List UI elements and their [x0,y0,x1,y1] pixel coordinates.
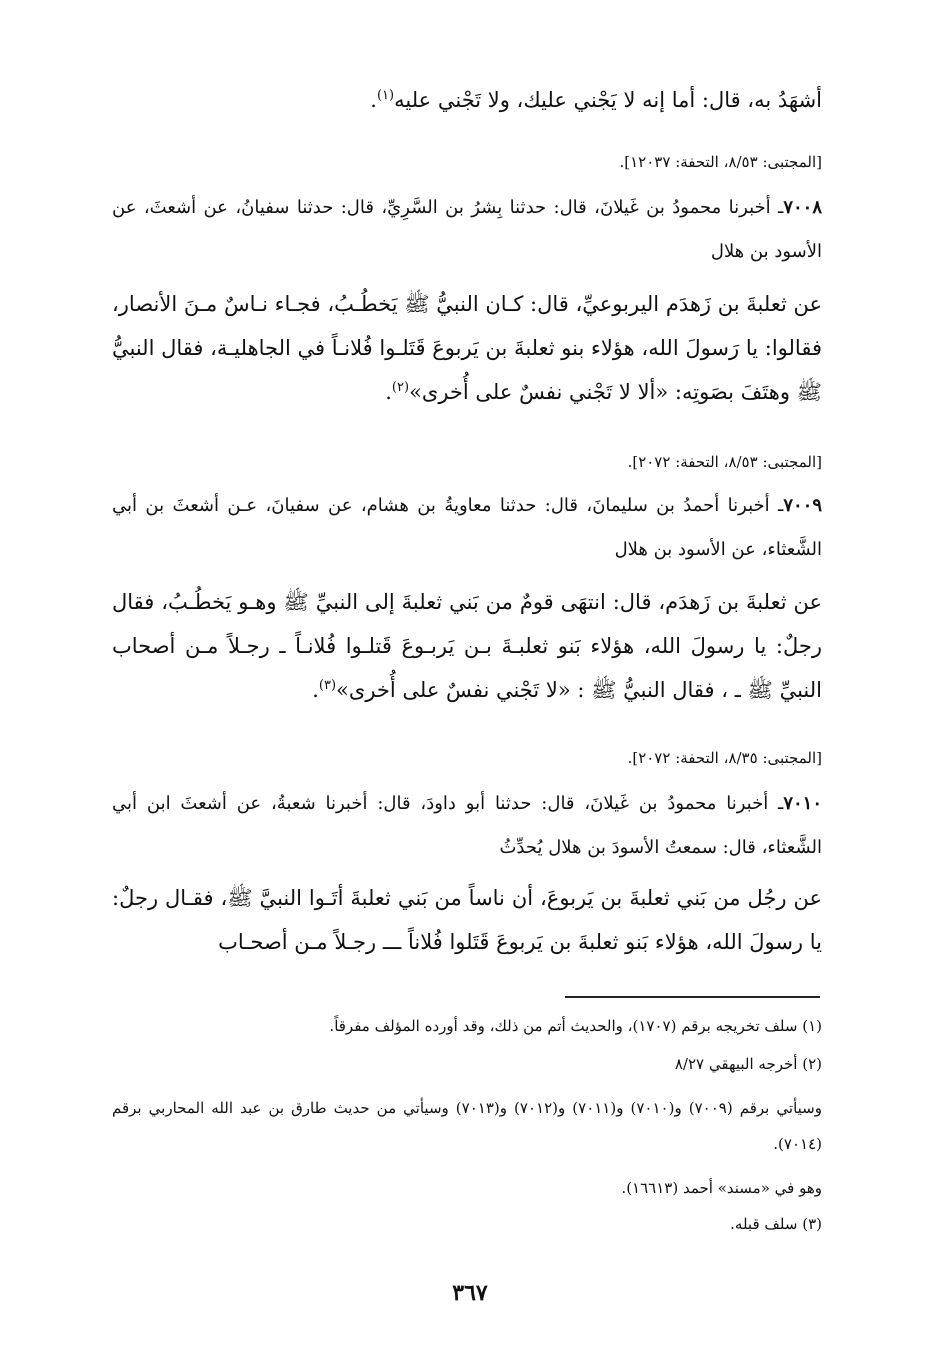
isnad-text: ـ أخبرنا أحمدُ بن سليمانَ، قال: حدثنا معاويةُ بن هشام، عن سفيانَ، عـن أشعثَ بن أبي الشَّعثاء، عن الأسود بن هلال [112,495,822,560]
matn-end: . [312,678,319,702]
hadith-7008-matn [112,282,822,414]
footnote-1: (١) سلف تخريجه برقم (١٧٠٧)، والحديث أتم من ذلك، وقد أورده المؤلف مفرقاً. [329,1017,822,1035]
hadith-number: ٧٠٠٩ [783,495,822,516]
footnote-marker: (٢) [391,380,410,395]
reference-line: [المجتبى: ٨/٥٣، التحفة: ١٢٠٣٧]. [619,153,822,171]
matn-text: عن رجُل من بَني ثعلبةَ بن يَربوعَ، أن ناساً من بَني ثعلبةَ أتَـوا النبيَّ ﷺ، فقـال رجلٌ: يا رسولَ الله، هؤلاء بَنو ثعلبةَ بن يَربوعَ قَتَلوا فُلاناً ـــ رجـلاً مـن أصحـاب [112,886,822,954]
hadith-7009-matn [112,580,822,712]
page-number: ٣٦٧ [452,1280,488,1306]
hadith-7010-isnad [112,782,822,870]
footnote-separator [565,996,820,998]
isnad-text: ـ أخبرنا محمودُ بن غَيلانَ، قال: حدثنا بِشرُ بن السَّرِيِّ، قال: حدثنا سفيانُ، عن أشعثَ، عن الأسود بن هلال [112,197,822,262]
hadith-7010-matn [112,876,822,964]
reference-line: [المجتبى: ٨/٣٥، التحفة: ٢٠٧٢]. [627,749,822,767]
footnote-2: (٢) أخرجه البيهقي ٨/٢٧ [674,1055,822,1073]
reference-line: [المجتبى: ٨/٥٣، التحفة: ٢٠٧٢]. [627,453,822,471]
footnote-2-continuation: وسيأتي برقم (٧٠٠٩) و(٧٠١٠) و(٧٠١١) و(٧٠١٢) و(٧٠١٣) وسيأتي من حديث طارق بن عبد الله المحاربي برقم (٧٠١٤). [112,1099,822,1153]
footnote-3: (٣) سلف قبله. [730,1215,822,1233]
hadith-number: ٧٠١٠ [783,793,822,814]
isnad-text: ـ أخبرنا محمودُ بن غَيلانَ، قال: حدثنا أبو داودَ، قال: أخبرنا شعبةُ، عن أشعثَ ابن أبي الشَّعثاء، قال: سمعتُ الأسودَ بن هلال يُحدِّثُ [112,793,822,858]
hadith-7009-isnad [112,484,822,572]
matn-text: عن ثعلبةَ بن زَهدَم، قال: انتهَى قومٌ من بَني ثعلبةَ إلى النبيِّ ﷺ وهـو يَخطُـبُ، فقال رجلٌ: يا رسولَ الله، هؤلاء بَنو ثعلبـةَ بـن يَربـوعَ قَتلـوا فُلانـاً ـ رجـلاً مـن أصحاب النبيِّ ﷺ ـ ، فقال النبيُّ ﷺ : «لا تَجْني نفسٌ على أُخرى» [112,590,822,702]
matn-end: . [385,380,392,404]
footnote-marker: (٣) [318,678,337,693]
hadith-number: ٧٠٠٨ [783,197,822,218]
matn-text: عن ثعلبةَ بن زَهدَم اليربوعيِّ، قال: كـان النبيُّ ﷺ يَخطُـبُ، فجـاء نـاسٌ مـنَ الأنصار، فقالوا: يا رَسولَ الله، هؤلاء بنو ثعلبةَ بن يَربوعَ قَتَلـوا فُلانـاً في الجاهليـة، فقال النبيُّ ﷺ وهتَفَ بصَوتِه: «ألا لا تَجْني نفسٌ على أُخرى» [112,292,822,404]
continuation-text: أشهَدُ به، قال: أما إنه لا يَجْني عليك، ولا تَجْني عليه [394,88,822,112]
continuation-line: أشهَدُ به، قال: أما إنه لا يَجْني عليك، ولا تَجْني عليه$^{(١)}$. [370,88,822,112]
hadith-7008-isnad [112,186,822,274]
footnote-marker: (١) [376,88,395,103]
footnote-2-musnad: وهو في «مسند» أحمد (١٦٦١٣). [621,1179,822,1197]
